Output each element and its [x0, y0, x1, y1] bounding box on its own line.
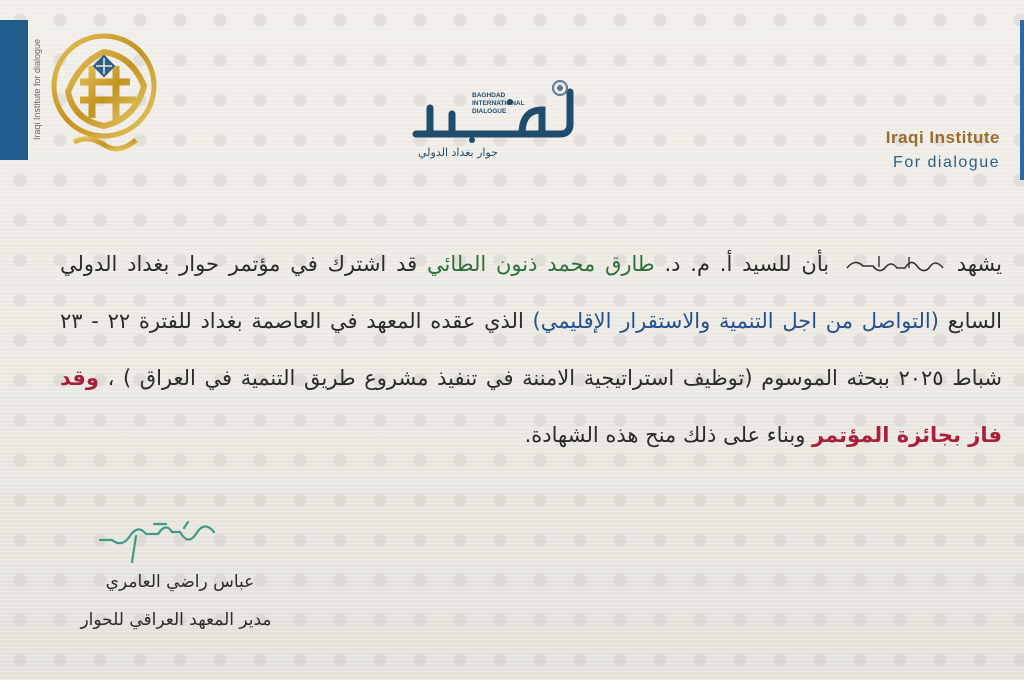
- left-blue-bar: [0, 20, 28, 160]
- institute-name-block: [886, 128, 1000, 172]
- director-handwritten-signature: [96, 518, 220, 568]
- award-text: وقد فاز بجائزة المؤتمر: [60, 366, 1002, 447]
- signatory-name: عباس راضي العامري: [105, 572, 255, 592]
- body-seg5: وبناء على ذلك منح هذه الشهادة.: [524, 423, 806, 447]
- institute-name-line1: Iraqi Institute: [885, 128, 1000, 147]
- body-seg2: بأن للسيد أ. م. د.: [654, 252, 830, 276]
- logo-english-text: BAGHDAD INTERNATIONAL DIALOGUE: [472, 92, 525, 115]
- recipient-name: طارق محمد ذنون الطائي: [426, 252, 655, 276]
- certificate-body: [60, 236, 1002, 464]
- body-seg4: الذي عقده المعهد في العاصمة بغداد للفترة ٢٢ - ٢٣ شباط ٢٠٢٥ ببحثه الموسوم (توظيف استراتيجية الامننة في تنفيذ مشروع طريق التنمية في العراق ) ،: [60, 309, 1002, 390]
- logo-arabic-subtitle: حوار بغداد الدولي: [418, 146, 498, 159]
- institute-name-line2: For dialogue: [893, 154, 1000, 171]
- institute-calligraphy-signature: [839, 254, 947, 276]
- signatory-title: مدير المعهد العراقي للحوار: [80, 610, 272, 630]
- seal-side-text: Iraqi Institute for dialogue: [32, 38, 42, 140]
- body-seg3: قد اشترك في مؤتمر حوار بغداد الدولي السابع: [60, 252, 1002, 333]
- baghdad-dialogue-logo: [410, 80, 590, 170]
- right-blue-bar: [1020, 20, 1024, 180]
- institute-seal-logo: [40, 22, 180, 172]
- conference-theme: (التواصل من اجل التنمية والاستقرار الإقليمي): [532, 309, 939, 333]
- body-seg1: يشهد: [946, 252, 1002, 276]
